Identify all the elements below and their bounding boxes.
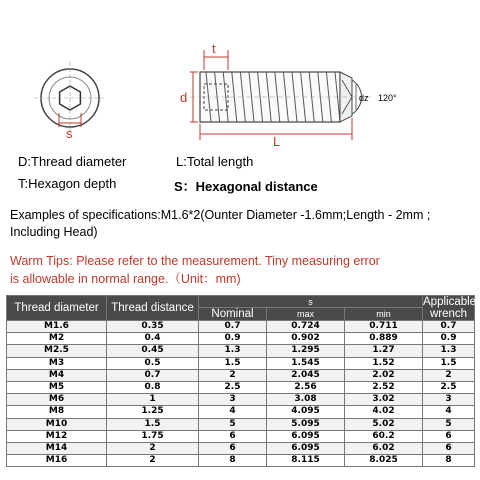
cell-size: M14 bbox=[7, 442, 107, 454]
table-row bbox=[7, 442, 475, 454]
header-nominal: Nominal bbox=[199, 308, 267, 321]
screw-drawing bbox=[0, 0, 480, 155]
cell-max: 1.295 bbox=[267, 345, 345, 357]
table-row bbox=[7, 333, 475, 345]
cell-max: 2.045 bbox=[267, 369, 345, 381]
cell-pitch: 0.5 bbox=[107, 357, 199, 369]
end-view bbox=[34, 62, 106, 134]
table-row bbox=[7, 455, 475, 467]
table-row bbox=[7, 357, 475, 369]
header-thread-distance: Thread distance bbox=[107, 296, 199, 321]
cell-max: 2.56 bbox=[267, 381, 345, 393]
cell-nominal: 2.5 bbox=[199, 381, 267, 393]
cell-pitch: 1.25 bbox=[107, 406, 199, 418]
cell-size: M10 bbox=[7, 418, 107, 430]
cell-min: 60.2 bbox=[345, 430, 423, 442]
cell-pitch: 0.45 bbox=[107, 345, 199, 357]
cell-max: 6.095 bbox=[267, 442, 345, 454]
cell-wrench: 1.5 bbox=[423, 357, 475, 369]
cell-size: M16 bbox=[7, 455, 107, 467]
cell-nominal: 1.5 bbox=[199, 357, 267, 369]
cell-min: 1.52 bbox=[345, 357, 423, 369]
cell-min: 0.889 bbox=[345, 333, 423, 345]
cell-size: M5 bbox=[7, 381, 107, 393]
cell-pitch: 1.75 bbox=[107, 430, 199, 442]
legend-l: L:Total length bbox=[176, 154, 254, 169]
label-s: s bbox=[66, 126, 73, 141]
cell-pitch: 1 bbox=[107, 394, 199, 406]
warning-text bbox=[10, 252, 480, 288]
cell-max: 0.902 bbox=[267, 333, 345, 345]
cell-size: M3 bbox=[7, 357, 107, 369]
cell-max: 6.095 bbox=[267, 430, 345, 442]
cell-pitch: 0.7 bbox=[107, 369, 199, 381]
legend-s: S：Hexagonal distance bbox=[174, 179, 318, 194]
side-view bbox=[190, 50, 372, 140]
label-angle: 120° bbox=[378, 93, 397, 103]
header-s: s bbox=[199, 296, 423, 308]
cell-wrench: 5 bbox=[423, 418, 475, 430]
cell-min: 2.02 bbox=[345, 369, 423, 381]
cell-wrench: 3 bbox=[423, 394, 475, 406]
cell-wrench: 6 bbox=[423, 442, 475, 454]
examples-line-2: Including Head) bbox=[10, 225, 98, 239]
cell-nominal: 1.3 bbox=[199, 345, 267, 357]
cell-pitch: 0.4 bbox=[107, 333, 199, 345]
cell-size: M6 bbox=[7, 394, 107, 406]
label-l: L bbox=[273, 134, 281, 149]
table-row bbox=[7, 394, 475, 406]
cell-size: M4 bbox=[7, 369, 107, 381]
cell-pitch: 2 bbox=[107, 455, 199, 467]
table-row bbox=[7, 345, 475, 357]
cell-wrench: 4 bbox=[423, 406, 475, 418]
cell-nominal: 5 bbox=[199, 418, 267, 430]
cell-max: 8.115 bbox=[267, 455, 345, 467]
cell-nominal: 0.7 bbox=[199, 321, 267, 333]
cell-size: M2 bbox=[7, 333, 107, 345]
cell-min: 6.02 bbox=[345, 442, 423, 454]
cell-pitch: 1.5 bbox=[107, 418, 199, 430]
cell-wrench: 1.3 bbox=[423, 345, 475, 357]
cell-wrench: 0.9 bbox=[423, 333, 475, 345]
label-t: t bbox=[212, 41, 216, 56]
cell-pitch: 2 bbox=[107, 442, 199, 454]
cell-nominal: 6 bbox=[199, 442, 267, 454]
cell-wrench: 6 bbox=[423, 430, 475, 442]
cell-wrench: 2.5 bbox=[423, 381, 475, 393]
cell-wrench: 8 bbox=[423, 455, 475, 467]
cell-size: M8 bbox=[7, 406, 107, 418]
cell-max: 0.724 bbox=[267, 321, 345, 333]
cell-nominal: 8 bbox=[199, 455, 267, 467]
table-row bbox=[7, 369, 475, 381]
cell-size: M1.6 bbox=[7, 321, 107, 333]
examples-text bbox=[10, 207, 480, 241]
cell-nominal: 4 bbox=[199, 406, 267, 418]
cell-min: 4.02 bbox=[345, 406, 423, 418]
cell-nominal: 6 bbox=[199, 430, 267, 442]
cell-nominal: 0.9 bbox=[199, 333, 267, 345]
warning-line-1: Warm Tips: Please refer to the measurement. Tiny measuring error bbox=[10, 254, 380, 268]
spec-table bbox=[6, 295, 475, 467]
cell-wrench: 2 bbox=[423, 369, 475, 381]
warning-line-2: is allowable in normal range.（Unit：mm) bbox=[10, 272, 241, 286]
cell-max: 5.095 bbox=[267, 418, 345, 430]
cell-size: M2.5 bbox=[7, 345, 107, 357]
header-wrench: Applicable wrench bbox=[423, 296, 477, 320]
cell-nominal: 3 bbox=[199, 394, 267, 406]
cell-pitch: 0.8 bbox=[107, 381, 199, 393]
cell-min: 5.02 bbox=[345, 418, 423, 430]
cell-wrench: 0.7 bbox=[423, 321, 475, 333]
cell-max: 3.08 bbox=[267, 394, 345, 406]
legend-t: T:Hexagon depth bbox=[18, 176, 117, 191]
label-dz: dz bbox=[359, 93, 369, 103]
header-min: min bbox=[345, 308, 423, 321]
examples-line-1: Examples of specifications:M1.6*2(Ounter Diameter -1.6mm;Length - 2mm ; bbox=[10, 208, 431, 222]
table-row bbox=[7, 430, 475, 442]
header-thread-diameter: Thread diameter bbox=[7, 296, 107, 321]
cell-max: 1.545 bbox=[267, 357, 345, 369]
table-row bbox=[7, 406, 475, 418]
cell-min: 0.711 bbox=[345, 321, 423, 333]
label-d: d bbox=[180, 90, 188, 105]
cell-nominal: 2 bbox=[199, 369, 267, 381]
cell-min: 3.02 bbox=[345, 394, 423, 406]
table-row bbox=[7, 381, 475, 393]
table-row bbox=[7, 418, 475, 430]
cell-pitch: 0.35 bbox=[107, 321, 199, 333]
table-row bbox=[7, 321, 475, 333]
cell-size: M12 bbox=[7, 430, 107, 442]
legend-d: D:Thread diameter bbox=[18, 154, 127, 169]
cell-min: 8.025 bbox=[345, 455, 423, 467]
cell-max: 4.095 bbox=[267, 406, 345, 418]
cell-min: 2.52 bbox=[345, 381, 423, 393]
header-max: max bbox=[267, 308, 345, 321]
cell-min: 1.27 bbox=[345, 345, 423, 357]
